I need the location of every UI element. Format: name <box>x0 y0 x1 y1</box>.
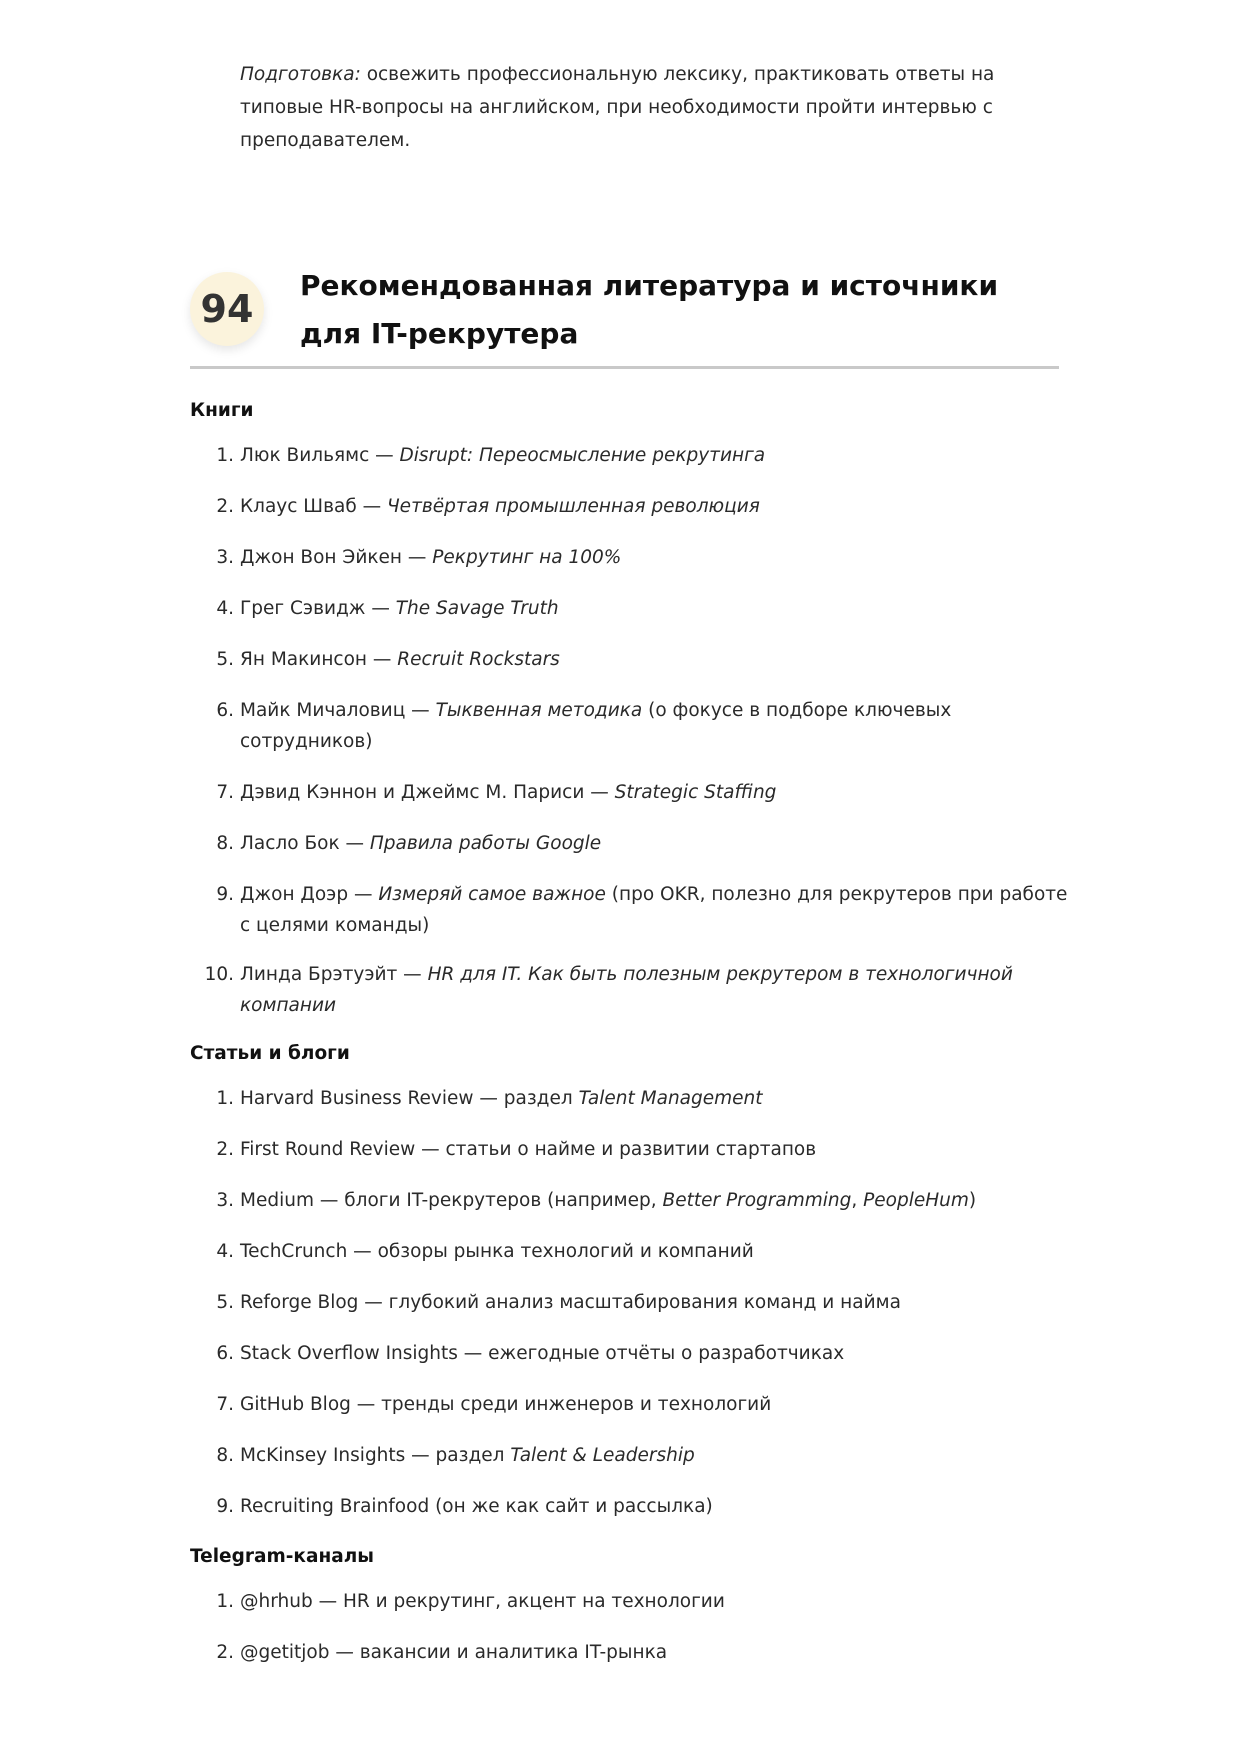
list-item: 5. Reforge Blog — глубокий анализ масштабирования команд и найма <box>216 1292 901 1313</box>
list-item: 2. First Round Review — статьи о найме и развитии стартапов <box>216 1139 817 1160</box>
section-heading-telegram: Telegram-каналы <box>190 1546 374 1567</box>
list-item: 4. Грег Сэвидж — The Savage Truth <box>216 598 559 619</box>
preparation-text: освежить профессиональную лексику, практиковать ответы на типовые HR-вопросы на английском, при необходимости пройти интервью с преподавателем. <box>240 64 995 151</box>
list-item: 4. TechCrunch — обзоры рынка технологий и компаний <box>216 1241 754 1262</box>
list-item: 9. Джон Доэр — Измеряй самое важное (про OKR, полезно для рекрутеров при работе с целями команды) <box>216 884 1068 936</box>
chapter-header <box>190 262 1059 369</box>
chapter-title: Рекомендованная литература и источники для IT-рекрутера <box>300 269 999 350</box>
list-item: 7. GitHub Blog — тренды среди инженеров и технологий <box>216 1394 772 1415</box>
list-item: 6. Stack Overflow Insights — ежегодные отчёты о разработчиках <box>216 1343 845 1364</box>
list-item: 1. @hrhub — HR и рекрутинг, акцент на технологии <box>216 1591 725 1612</box>
section-heading-books: Книги <box>190 400 254 421</box>
section-heading-articles: Статьи и блоги <box>190 1043 350 1064</box>
list-item: 5. Ян Макинсон — Recruit Rockstars <box>216 649 560 670</box>
list-item: 3. Medium — блоги IT-рекрутеров (например, Better Programming, PeopleHum) <box>216 1190 977 1211</box>
telegram-list <box>190 1586 1070 1668</box>
sources-content <box>190 396 1070 1688</box>
list-item: 2. Клаус Шваб — Четвёртая промышленная революция <box>216 496 760 517</box>
list-item: 1. Harvard Business Review — раздел Talent Management <box>216 1088 763 1109</box>
list-item: 10. Линда Брэтуэйт — HR для IT. Как быть полезным рекрутером в технологичной компании <box>204 964 1013 1016</box>
books-list <box>190 440 1070 1021</box>
list-item: 8. Ласло Бок — Правила работы Google <box>216 833 602 854</box>
list-item: 2. @getitjob — вакансии и аналитика IT-рынка <box>216 1642 668 1663</box>
list-item: 6. Майк Мичаловиц — Тыквенная методика (о фокусе в подборе ключевых сотрудников) <box>216 700 952 752</box>
preparation-paragraph <box>240 58 1060 157</box>
list-item: 8. McKinsey Insights — раздел Talent & Leadership <box>216 1445 695 1466</box>
list-item: 3. Джон Вон Эйкен — Рекрутинг на 100% <box>216 547 622 568</box>
chapter-number-badge: 94 <box>190 272 264 346</box>
list-item: 7. Дэвид Кэннон и Джеймс М. Париси — Strategic Staffing <box>216 782 777 803</box>
articles-list <box>190 1083 1070 1522</box>
list-item: 1. Люк Вильямс — Disrupt: Переосмысление рекрутинга <box>216 445 766 466</box>
list-item: 9. Recruiting Brainfood (он же как сайт и рассылка) <box>216 1496 713 1517</box>
preparation-label: Подготовка: <box>240 64 361 85</box>
